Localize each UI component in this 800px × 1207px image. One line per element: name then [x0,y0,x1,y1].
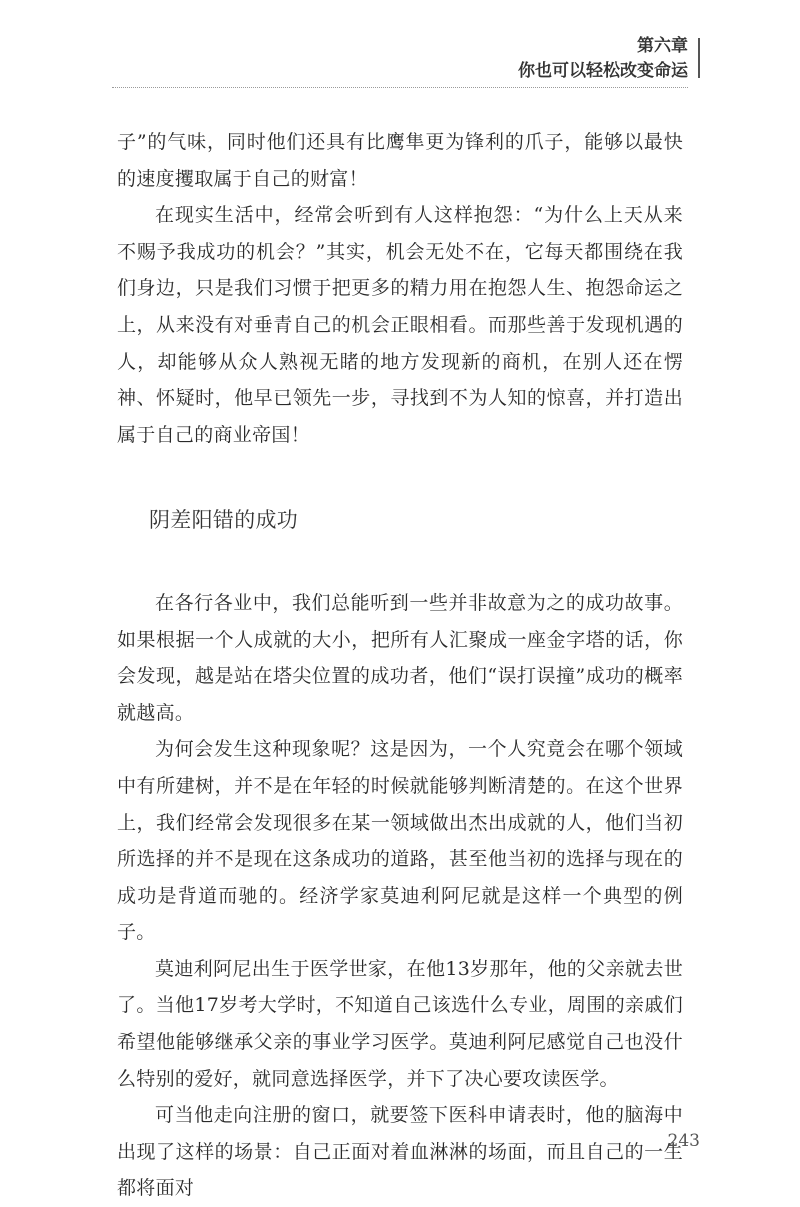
page-number: 243 [667,1131,700,1151]
header-divider [698,38,700,78]
body-text [117,124,683,1207]
paragraph-1: 子”的气味，同时他们还具有比鹰隼更为锋利的爪子，能够以最快的速度攫取属于自己的财富！ [117,131,683,190]
paragraph-2: 在现实生活中，经常会听到有人这样抱怨：“为什么上天从来不赐予我成功的机会？”其实，机会无处不在，它每天都围绕在我们身边，只是我们习惯于把更多的精力用在抱怨人生、抱怨命运之上，从来没有对垂青自己的机会正眼相看。而那些善于发现机遇的人，却能够从众人熟视无睹的地方发现新的商机，在别人还在愣神、怀疑时，他早已领先一步，寻找到不为人知的惊喜，并打造出属于自己的商业帝国！ [117,204,683,446]
paragraph-5: 莫迪利阿尼出生于医学世家，在他13岁那年，他的父亲就去世了。当他17岁考大学时，不知道自己该选什么专业，周围的亲戚们希望他能够继承父亲的事业学习医学。莫迪利阿尼感觉自己也没什么特别的爱好，就同意选择医学，并下了决心要攻读医学。 [117,957,683,1090]
header-rule [112,87,688,88]
paragraph-3: 在各行各业中，我们总能听到一些并非故意为之的成功故事。如果根据一个人成就的大小，把所有人汇聚成一座金字塔的话，你会发现，越是站在塔尖位置的成功者，他们“误打误撞”成功的概率就越高。 [117,591,683,724]
chapter-title: 你也可以轻松改变命运 [518,61,688,81]
chapter-label: 第六章 [637,36,688,56]
paragraph-4: 为何会发生这种现象呢？这是因为，一个人究竟会在哪个领域中有所建树，并不是在年轻的时候就能够判断清楚的。在这个世界上，我们经常会发现很多在某一领域做出杰出成就的人，他们当初所选择的并不是现在这条成功的道路，甚至他当初的选择与现在的成功是背道而驰的。经济学家莫迪利阿尼就是这样一个典型的例子。 [117,738,683,944]
section-title: 阴差阳错的成功 [149,508,299,533]
running-header [518,34,688,84]
paragraph-6: 可当他走向注册的窗口，就要签下医科申请表时，他的脑海中出现了这样的场景：自己正面对着血淋淋的场面，而且自己的一生都将面对 [117,1104,683,1200]
